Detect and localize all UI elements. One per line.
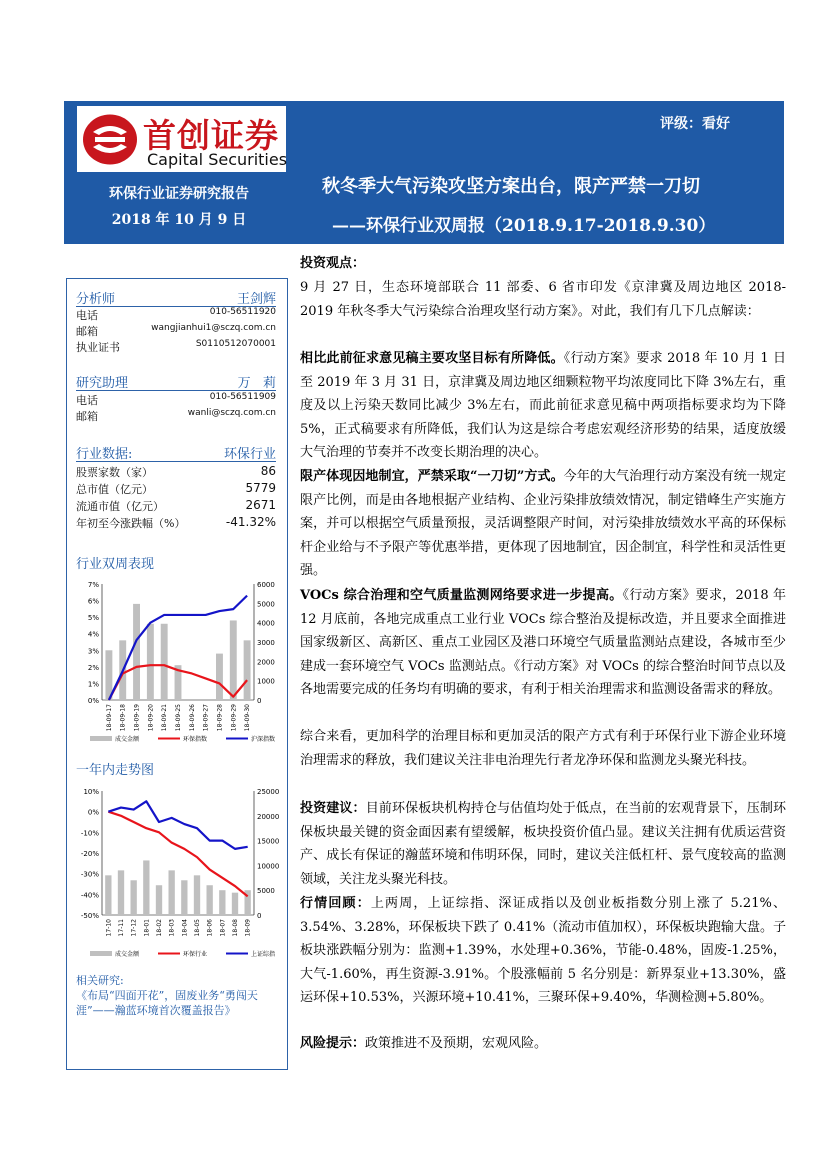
paragraph-text: 《行动方案》要求 2018 年 10 月 1 日至 2019 年 3 月 31 日，京津冀及周边地区细颗粒物平均浓度同比下降 3%左右，重度及以上污染天数同比减少 3%左右，而此前征求意见稿中两项指标要求均为下降 5%，正式稿要求有所降低，我们认为这是综合考虑宏观经济形势的结果，适度放缓大气治理的节奏并不改变长期治理的决心。 — [300, 351, 786, 461]
biweekly-performance-chart — [72, 576, 284, 746]
right-tick-label: 1000 — [257, 677, 275, 686]
right-tick-label: 4000 — [257, 619, 275, 628]
bar — [181, 880, 187, 915]
x-tick-label: 18-06 — [206, 919, 214, 937]
paragraph-vocs — [300, 584, 786, 702]
legend-label: 环保指数 — [183, 736, 208, 743]
bar — [232, 893, 238, 915]
x-tick-label: 18-09-21 — [161, 704, 169, 732]
left-tick-label: 10% — [83, 788, 99, 796]
x-tick-label: 17-12 — [130, 919, 138, 937]
row-value[interactable]: wanli@sczq.com.cn — [187, 408, 276, 418]
industry-row — [76, 464, 276, 479]
report-type: 环保行业证券研究报告 — [109, 186, 249, 202]
x-tick-label: 18-09-29 — [230, 704, 238, 732]
report-title: 秋冬季大气污染攻坚方案出台，限产严禁一刀切 — [322, 176, 700, 197]
x-tick-label: 18-09-28 — [216, 704, 224, 732]
right-tick-label: 5000 — [257, 600, 275, 609]
x-tick-label: 18-09-25 — [175, 704, 182, 732]
right-tick-label: 15000 — [257, 837, 280, 846]
x-tick-label: 18-04 — [181, 919, 189, 937]
chart1-title: 行业双周表现 — [76, 557, 155, 572]
x-tick-label: 18-09-19 — [133, 704, 141, 732]
one-year-trend-chart — [72, 783, 284, 961]
assistant-email-row — [76, 408, 276, 423]
bar — [143, 860, 149, 915]
bar — [216, 654, 223, 700]
report-subtitle: ——环保行业双周报（2018.9.17-2018.9.30） — [332, 216, 716, 236]
paragraph-targets — [300, 347, 786, 465]
legend-label: 环保行业 — [183, 951, 208, 958]
right-tick-label: 0 — [257, 912, 262, 920]
row-label: 总市值（亿元） — [76, 483, 153, 496]
analyst-phone-row — [76, 307, 276, 322]
row-value: 010-56511920 — [209, 307, 276, 317]
row-value: -41.32% — [225, 515, 276, 529]
bar — [230, 620, 237, 700]
left-tick-label: 4% — [87, 630, 99, 639]
x-tick-label: 18-09-26 — [188, 704, 196, 732]
left-tick-label: 3% — [87, 647, 99, 656]
analyst-license-row — [76, 339, 276, 354]
bar — [194, 875, 200, 915]
right-tick-label: 6000 — [257, 581, 275, 589]
row-label: 电话 — [76, 394, 98, 407]
bar — [244, 640, 251, 700]
analyst-header — [76, 288, 276, 307]
paragraph-intro: 9 月 27 日，生态环境部联合 11 部委、6 省市印发《京津冀及周边地区 2018-2019 年秋冬季大气污染综合治理攻坚行动方案》。对此，我们有几下几点解读： — [300, 280, 786, 319]
bar — [207, 885, 213, 915]
paragraph-lead: 投资建议： — [300, 801, 366, 816]
paragraph-investment-advice — [300, 797, 786, 891]
company-logo-icon — [81, 112, 139, 167]
rating: 评级：看好 — [660, 116, 730, 132]
left-tick-label: -10% — [80, 829, 99, 838]
paragraph-text: 政策推进不及预期，宏观风险。 — [365, 1036, 548, 1051]
row-label: 邮箱 — [76, 325, 98, 338]
x-tick-label: 18-09-18 — [119, 704, 127, 732]
series-line — [108, 812, 247, 897]
left-tick-label: 2% — [87, 663, 99, 672]
bar — [156, 885, 162, 915]
chart2-title: 一年内走势图 — [76, 763, 155, 778]
right-tick-label: 3000 — [257, 639, 275, 647]
row-value: 010-56511909 — [209, 392, 276, 402]
row-value: S0110512070001 — [195, 339, 276, 349]
x-tick-label: 18-09-27 — [202, 704, 210, 732]
row-label: 邮箱 — [76, 410, 98, 423]
x-tick-label: 18-01 — [143, 919, 151, 937]
right-tick-label: 10000 — [257, 862, 280, 871]
row-value: 5779 — [245, 481, 276, 495]
assistant-name: 万 莉 — [237, 376, 276, 391]
paragraph-market-review — [300, 892, 786, 1010]
logo-chinese-name: 首创证券 — [143, 116, 279, 155]
logo — [77, 106, 286, 172]
x-tick-label: 18-07 — [219, 919, 227, 937]
paragraph-lead: 风险提示： — [300, 1036, 366, 1051]
left-tick-label: 6% — [87, 597, 99, 606]
x-tick-label: 17-10 — [105, 919, 113, 937]
left-tick-label: 0% — [87, 697, 99, 705]
left-tick-label: -50% — [80, 912, 99, 920]
row-value[interactable]: wangjianhui1@sczq.com.cn — [151, 323, 276, 333]
left-tick-label: -20% — [80, 850, 99, 858]
paragraph-lead: VOCs 综合治理和空气质量监测网络要求进一步提高。 — [300, 588, 623, 603]
row-label: 年初至今涨跌幅（%） — [76, 517, 186, 530]
series-line — [108, 801, 247, 849]
row-label: 流通市值（亿元） — [76, 500, 164, 513]
left-tick-label: 7% — [87, 581, 99, 589]
bar — [169, 870, 175, 915]
paragraph-text: 《行动方案》要求，2018 年 12 月底前，各地完成重点工业行业 VOCs 综合整治及提标改造，并且要求全面推进国家级新区、高新区、重点工业园区及港口环境空气质量监测站点建设，各城市至少建成一套环境空气 VOCs 监测站点。《行动方案》对 VOCs 的综合整治时间节点以及各地需要完成的任务均有明确的要求，有利于相关治理需求和监测设备需求的释放。 — [300, 588, 786, 698]
investment-view-heading: 投资观点： — [300, 256, 366, 271]
left-tick-label: 1% — [87, 680, 99, 689]
left-tick-label: -40% — [80, 891, 99, 900]
analyst-label: 分析师 — [76, 292, 116, 307]
x-tick-label: 18-09-30 — [244, 704, 252, 732]
logo-english-name: Capital Securities — [147, 150, 288, 169]
legend-label: 成交金额 — [115, 951, 140, 958]
legend-label: 成交金额 — [115, 736, 140, 743]
paragraph-risk — [300, 1032, 786, 1056]
row-value: 2671 — [245, 498, 276, 512]
x-tick-label: 18-08 — [232, 919, 239, 937]
x-tick-label: 18-05 — [194, 919, 201, 937]
row-label: 执业证书 — [76, 341, 120, 354]
paragraph-text: 今年的大气治理行动方案没有统一规定限产比例，而是由各地根据产业结构、企业污染排放绩效情况，制定错峰生产实施方案，并可以根据空气质量预报，灵活调整限产时间，对污染排放绩效水平高的环保标杆企业给与不予限产等优惠举措，更体现了因地制宜，因企制宜，科学性和灵活性更强。 — [300, 469, 786, 579]
paragraph-lead: 行情回顾： — [300, 896, 371, 911]
x-tick-label: 17-11 — [118, 919, 125, 937]
legend-swatch — [90, 951, 112, 956]
assistant-header — [76, 372, 276, 391]
row-label: 电话 — [76, 309, 98, 322]
paragraph-lead: 限产体现因地制宜，严禁采取“一刀切”方式。 — [300, 469, 564, 484]
legend-label: 沪深指数 — [251, 736, 276, 743]
row-label: 股票家数（家） — [76, 466, 153, 479]
industry-header — [76, 443, 276, 462]
paragraph-text: 上两周，上证综指、深证成指以及创业板指数分别上涨了 5.21%、3.54%、3.28%，环保板块下跌了 0.41%（流动市值加权），环保板块跑输大盘。子板块涨跌幅分别为：监测+1.39%，水处理+0.36%，节能-0.48%，固废-1.25%，大气-1.60%，再生资源-3.91%。个股涨幅前 5 名分别是：新界泵业+13.30%，盛运环保+10.53%，兴源环境+10.41%，三聚环保+9.40%，华测检测+5.80%。 — [300, 896, 786, 1006]
row-value: 86 — [260, 464, 276, 478]
x-tick-label: 18-09 — [244, 919, 252, 937]
bar — [105, 875, 111, 915]
bar — [161, 624, 168, 700]
analyst-email-row — [76, 323, 276, 338]
x-tick-label: 18-02 — [156, 919, 163, 937]
industry-row — [76, 481, 276, 496]
legend-label: 上证综指 — [251, 951, 276, 958]
industry-label: 行业数据: — [76, 447, 133, 462]
paragraph-text: 目前环保板块机构持仓与估值均处于低点，在当前的宏观背景下，压制环保板块最关键的资金面因素有望缓解，板块投资价值凸显。建议关注拥有优质运营资产、成长有保证的瀚蓝环境和伟明环保，同时，建议关注低杠杆、景气度较高的监测领域，关注龙头聚光科技。 — [300, 801, 786, 887]
left-tick-label: -30% — [80, 870, 99, 879]
bar — [219, 890, 225, 915]
right-tick-label: 0 — [257, 697, 262, 705]
bar — [147, 624, 154, 700]
paragraph-summary: 综合来看，更加科学的治理目标和更加灵活的限产方式有利于环保行业下游企业环境治理需求的释放，我们建议关注非电治理先行者龙净环保和监测龙头聚光科技。 — [300, 729, 786, 768]
x-tick-label: 18-03 — [168, 919, 176, 937]
bar — [118, 870, 124, 915]
report-date: 2018 年 10 月 9 日 — [111, 212, 247, 228]
industry-row — [76, 515, 276, 530]
x-tick-label: 18-09-20 — [147, 704, 155, 732]
legend-swatch — [90, 736, 112, 741]
assistant-label: 研究助理 — [76, 376, 129, 391]
assistant-phone-row — [76, 392, 276, 407]
bar — [131, 880, 137, 915]
paragraph-lead: 相比此前征求意见稿主要攻坚目标有所降低。 — [300, 351, 564, 366]
related-research-link[interactable]: 《布局“四面开花”，固废业务“勇闯天涯”——瀚蓝环境首次覆盖报告》 — [76, 989, 258, 1017]
right-tick-label: 25000 — [257, 788, 280, 796]
x-tick-label: 18-09-17 — [105, 704, 113, 732]
paragraph-production-limit — [300, 465, 786, 583]
right-tick-label: 20000 — [257, 812, 280, 821]
industry-name: 环保行业 — [223, 447, 276, 462]
right-tick-label: 2000 — [257, 658, 275, 667]
industry-row — [76, 498, 276, 513]
left-tick-label: 0% — [87, 808, 99, 817]
related-research-label: 相关研究: — [76, 974, 124, 987]
bar — [133, 604, 140, 700]
analyst-name: 王剑辉 — [236, 292, 276, 307]
right-tick-label: 5000 — [257, 887, 275, 896]
left-tick-label: 5% — [87, 614, 99, 623]
